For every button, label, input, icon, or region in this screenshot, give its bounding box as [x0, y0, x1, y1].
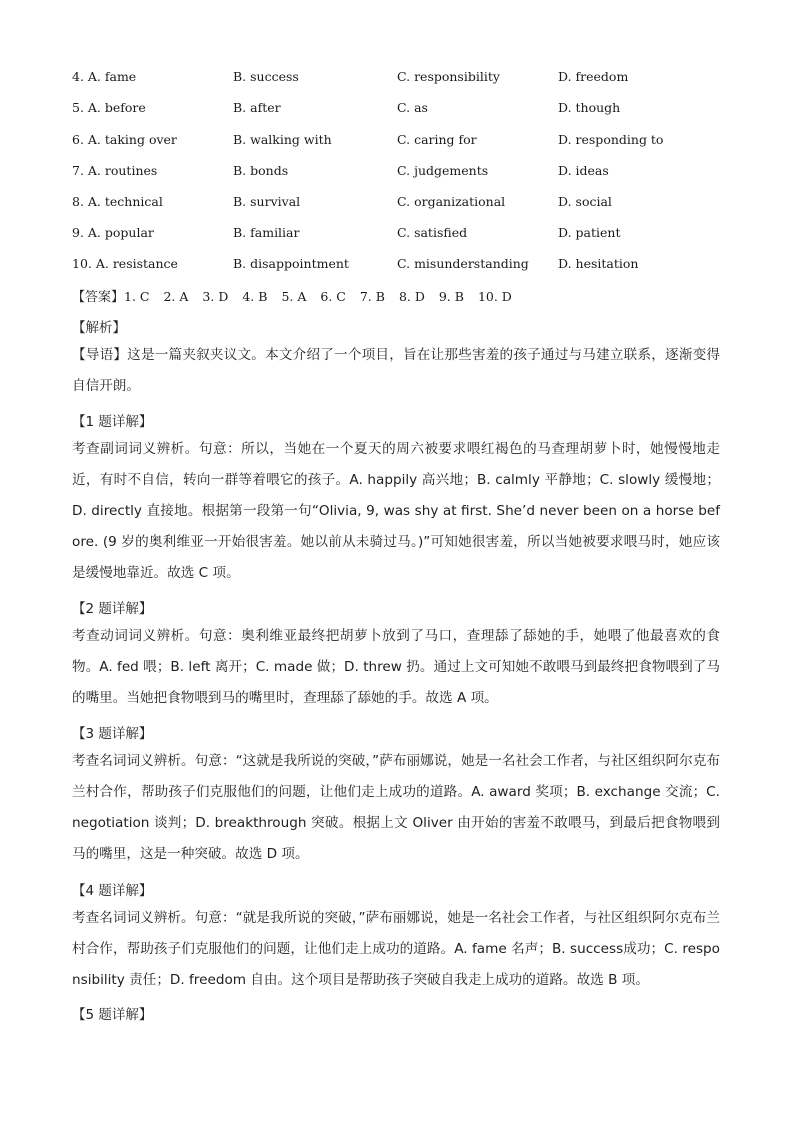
option-a: 4. A. fame [72, 69, 137, 84]
answer-item: 8. D [398, 289, 425, 304]
intro-paragraph: 【导语】这是一篇夹叙夹议文。本文介绍了一个项目，旨在让那些害羞的孩子通过与马建立联系，逐渐变得自信开朗。 [72, 347, 720, 394]
section-title-3: 【3 题详解】 [72, 726, 153, 742]
answer-label: 【答案】 [72, 290, 125, 305]
option-row-8 [0, 194, 794, 214]
section-title-1: 【1 题详解】 [72, 414, 153, 430]
option-row-9 [0, 225, 794, 245]
answer-item: 3. D [202, 289, 229, 304]
option-c: C. caring for [397, 132, 477, 147]
section-title-4: 【4 题详解】 [72, 883, 153, 899]
answer-item: 4. B [242, 289, 268, 304]
option-a: 10. A. resistance [72, 256, 178, 271]
option-b: B. survival [233, 194, 301, 209]
option-row-10 [0, 256, 794, 276]
option-a: 7. A. routines [72, 163, 158, 178]
option-row-7 [0, 163, 794, 183]
option-b: B. familiar [233, 225, 300, 240]
option-row-4 [0, 69, 794, 89]
answer-item: 1. C [124, 289, 150, 304]
section-title-2: 【2 题详解】 [72, 601, 153, 617]
option-d: D. freedom [558, 69, 629, 84]
option-d: D. ideas [558, 163, 609, 178]
option-c: C. organizational [397, 194, 506, 209]
answer-item: 9. B [438, 289, 464, 304]
option-c: C. responsibility [397, 69, 500, 84]
section-body-4: 考查名词词义辨析。句意：“就是我所说的突破，”萨布丽娜说，她是一名社会工作者，与社区组织阿尔克布兰村合作，帮助孩子们克服他们的问题，让他们走上成功的道路。A. fame 名声；B. success成功；C. responsibility 责任；D. freedom 自由。这个项目是帮助孩子突破自我走上成功的道路。故选 B 项。 [72, 910, 720, 988]
option-d: D. patient [558, 225, 621, 240]
option-a: 9. A. popular [72, 225, 154, 240]
option-d: D. social [558, 194, 612, 209]
option-a: 8. A. technical [72, 194, 163, 209]
answer-item: 5. A [281, 289, 307, 304]
answer-item: 6. C [320, 289, 346, 304]
option-b: B. bonds [233, 163, 289, 178]
option-c: C. judgements [397, 163, 489, 178]
option-b: B. disappointment [233, 256, 349, 271]
answer-line [72, 286, 526, 305]
option-d: D. responding to [558, 132, 664, 147]
section-body-3: 考查名词词义辨析。句意：“这就是我所说的突破，”萨布丽娜说，她是一名社会工作者，与社区组织阿尔克布兰村合作，帮助孩子们克服他们的问题，让他们走上成功的道路。A. award 奖项；B. exchange 交流；C. negotiation 谈判；D. breakthrough 突破。根据上文 Oliver 由开始的害羞不敢喂马，到最后把食物喂到马的嘴里，这是一种突破。故选 D 项。 [72, 753, 720, 862]
section-body-1: 考查副词词义辨析。句意：所以，当她在一个夏天的周六被要求喂红褐色的马查理胡萝卜时，她慢慢地走近，有时不自信，转向一群等着喂它的孩子。A. happily 高兴地；B. calmly 平静地；C. slowly 缓慢地；D. directly 直接地。根据第一段第一句“Olivia, 9, was shy at first. She’d never been on a horse before. (9 岁的奥利维亚一开始很害羞。她以前从未骑过马。)”可知她很害羞，所以当她被要求喂马时，她应该是缓慢地靠近。故选 C 项。 [72, 441, 720, 581]
option-d: D. though [558, 100, 621, 115]
option-b: B. walking with [233, 132, 332, 147]
answer-item: 10. D [477, 289, 512, 304]
option-a: 5. A. before [72, 100, 146, 115]
answer-item: 7. B [359, 289, 385, 304]
analysis-label: 【解析】 [72, 320, 126, 336]
option-c: C. misunderstanding [397, 256, 529, 271]
option-row-5 [0, 100, 794, 120]
option-c: C. satisfied [397, 225, 468, 240]
section-title-5: 【5 题详解】 [72, 1007, 153, 1023]
option-b: B. success [233, 69, 299, 84]
section-body-2: 考查动词词义辨析。句意：奥利维亚最终把胡萝卜放到了马口，查理舔了舔她的手，她喂了他最喜欢的食物。A. fed 喂；B. left 离开；C. made 做；D. threw 扔。通过上文可知她不敢喂马到最终把食物喂到了马的嘴里。当她把食物喂到马的嘴里时，查理舔了舔她的手。故选 A 项。 [72, 628, 720, 706]
answer-item: 2. A [163, 289, 189, 304]
option-b: B. after [233, 100, 281, 115]
option-c: C. as [397, 100, 428, 115]
option-a: 6. A. taking over [72, 132, 177, 147]
option-d: D. hesitation [558, 256, 639, 271]
option-row-6 [0, 132, 794, 152]
